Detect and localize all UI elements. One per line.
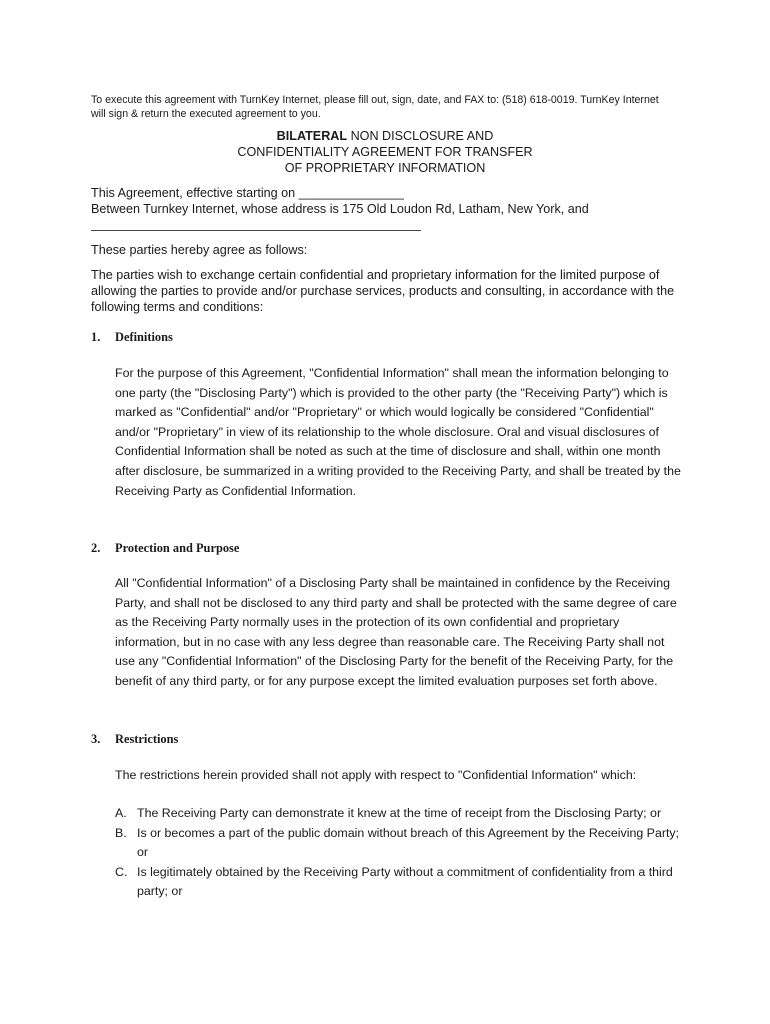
list-item bbox=[115, 804, 690, 824]
section-2-body: All "Confidential Information" of a Disclosing Party shall be maintained in confidence by the Receiving Party, and shall not be disclosed to any third party and shall be protected with the same degree of care as the Receiving Party normally uses in the protection of its own confidential and proprietary information, but in no case with any less degree than reasonable care. The Receiving Party shall not use any "Confidential Information" of the Disclosing Party for the benefit of the Receiving Party, for the benefit of any third party, or for any purpose except the limited evaluation purposes set forth above. bbox=[115, 576, 677, 688]
title-line1-rest: NON DISCLOSURE AND bbox=[347, 129, 494, 143]
list-letter: C. bbox=[115, 864, 128, 879]
agreement-title bbox=[0, 128, 770, 176]
title-line2: CONFIDENTIALITY AGREEMENT FOR TRANSFER bbox=[237, 145, 533, 159]
between-parties-line: Between Turnkey Internet, whose address is 175 Old Loudon Rd, Latham, New York, and bbox=[91, 202, 589, 216]
list-item bbox=[115, 824, 690, 863]
parties-agree-statement: These parties hereby agree as follows: bbox=[91, 243, 308, 257]
title-line3: OF PROPRIETARY INFORMATION bbox=[284, 161, 486, 175]
section-title: Restrictions bbox=[115, 732, 179, 746]
section-title: Protection and Purpose bbox=[115, 541, 240, 555]
fax-instructions: To execute this agreement with TurnKey Internet, please fill out, sign, date, and FAX to: (518) 618-0019. TurnKey Internet will sign & return the executed agreement to you. bbox=[91, 94, 659, 120]
list-letter: B. bbox=[115, 825, 127, 840]
restrictions-list bbox=[115, 804, 690, 902]
section-number: 2. bbox=[91, 541, 101, 555]
list-item bbox=[115, 863, 690, 902]
section-title: Definitions bbox=[115, 330, 173, 344]
list-text: The Receiving Party can demonstrate it knew at the time of receipt from the Disclosing Party; or bbox=[137, 806, 662, 820]
section-1-heading bbox=[91, 329, 173, 345]
section-3-heading bbox=[91, 731, 178, 747]
effective-date-line: This Agreement, effective starting on _______________ bbox=[91, 186, 404, 200]
list-letter: A. bbox=[115, 806, 127, 820]
second-party-blank[interactable] bbox=[91, 217, 421, 231]
list-text: Is legitimately obtained by the Receiving Party without a commitment of confidentiality from a third party; or bbox=[137, 864, 673, 899]
section-3-body: The restrictions herein provided shall not apply with respect to "Confidential Information" which: bbox=[115, 768, 637, 782]
section-number: 1. bbox=[91, 330, 101, 344]
agreement-intro bbox=[91, 185, 691, 231]
section-1-body: For the purpose of this Agreement, "Confidential Information" shall mean the information belonging to one party (the "Disclosing Party") which is provided to the other party (the "Receiving Party") which is marked as "Confidential" and/or "Proprietary" or which would logically be considered "Confidential" and/or "Proprietary" in view of its relationship to the whole disclosure. Oral and visual disclosures of Confidential Information shall be noted as such at the time of disclosure and shall, within one month after disclosure, be summarized in a writing provided to the Receiving Party, and shall be treated by the Receiving Party as Confidential Information. bbox=[115, 366, 681, 498]
section-2-heading bbox=[91, 540, 239, 556]
section-number: 3. bbox=[91, 732, 101, 746]
list-text: Is or becomes a part of the public domain without breach of this Agreement by the Receiving Party; or bbox=[137, 825, 680, 860]
title-bold-word: BILATERAL bbox=[276, 129, 348, 143]
purpose-paragraph: The parties wish to exchange certain confidential and proprietary information for the limited purpose of allowing the parties to provide and/or purchase services, products and consulting, in accordance with the following terms and conditions: bbox=[91, 268, 675, 314]
